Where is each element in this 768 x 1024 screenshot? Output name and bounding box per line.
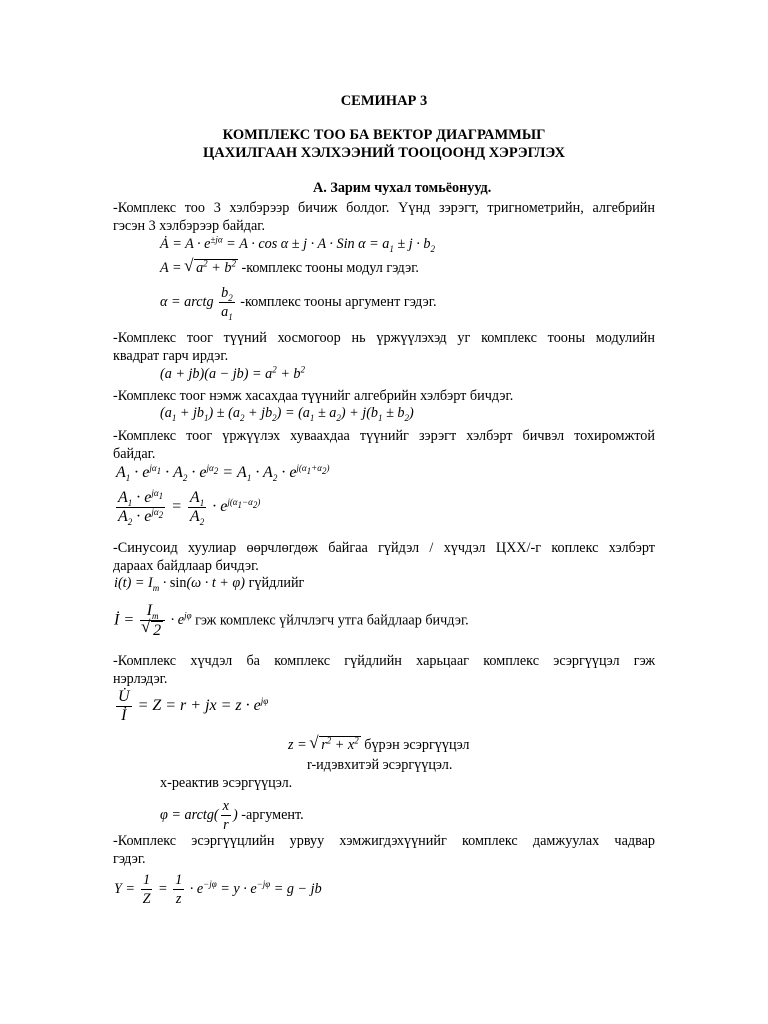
- para2-line1: -Комплекс тоог түүний хосмогоор нь үржүүлэхэд уг комплекс тооны модулийн: [113, 330, 655, 346]
- admittance-formula: Y = $\frac{1}{Z}$ = $\frac{1}{z}$ · $e^{-j\varphi} = y \cdot e^{-j\varphi} = g$ − jb: [114, 872, 322, 907]
- effective-caption: гэж комплекс үйлчлэгч утга байдлаар бичдэг.: [195, 612, 469, 629]
- para2-line2: квадрат гарч ирдэг.: [113, 348, 229, 364]
- phase-argument-caption: -аргумент.: [241, 806, 304, 823]
- impedance-formula: $\frac{U̇}{İ}$ = Z = r + jx = $z \cdot e^{j\varphi}$: [118, 688, 269, 724]
- para5-line2: дараах байдлаар бичдэг.: [113, 558, 259, 574]
- addition-formula: $(a_1 + jb_1) \pm (a_2 + jb_2) = (a_1 \pm a_2) + j(b_1 \pm b_2)$: [160, 405, 414, 423]
- current-caption: гүйдлийг: [248, 575, 305, 591]
- modulus-caption: -комплекс тооны модул гэдэг.: [241, 260, 419, 276]
- heading-line-2: ЦАХИЛГААН ХЭЛХЭЭНИЙ ТООЦООНД ХЭРЭГЛЭХ: [203, 145, 565, 161]
- section-a-heading: А. Зарим чухал томьёонууд.: [313, 180, 492, 196]
- multiplication-formula: $A_1 \cdot e^{j\alpha_1} \cdot A_2 \cdot e^{j\alpha_2} = A_1 \cdot A_2 \cdot e^{j(\alpha_1+\alpha_2)}$: [116, 462, 330, 484]
- argument-caption: -комплекс тооны аргумент гэдэг.: [240, 293, 437, 310]
- full-impedance-formula: z = √ $r^2 + x^2$ бүрэн эсэргүүцэл: [288, 736, 470, 754]
- para4-line2: байдаг.: [113, 446, 156, 462]
- para6-line1: -Комплекс хүчдэл ба комплекс гүйдлийн харьцааг комплекс эсэргүүцэл гэж: [113, 653, 655, 669]
- para3: -Комплекс тоог нэмж хасахдаа түүнийг алгебрийн хэлбэрт бичдэг.: [113, 388, 514, 404]
- full-impedance-caption: бүрэн эсэргүүцэл: [364, 737, 470, 753]
- para7-line2: гэдэг.: [113, 851, 146, 867]
- heading-line-1: КОМПЛЕКС ТОО БА ВЕКТОР ДИАГРАММЫГ: [222, 127, 546, 143]
- para6-line2: нэрлэдэг.: [113, 671, 168, 687]
- effective-value-formula: İ = $I_m$ √ 2 · $e^{j\varphi}$ гэж комплекс үйлчлэгч утга байдлаар бичдэг.: [114, 602, 469, 640]
- modulus-formula: A = √ $a^2 + b^2$ -комплекс тооны модул гэдэг.: [160, 259, 419, 277]
- para1-line2: гэсэн 3 хэлбэрээр байдаг.: [113, 218, 266, 234]
- argument-formula: α = arctg $\frac{b_2}{a_1}$ -комплекс тооны аргумент гэдэг.: [160, 285, 437, 322]
- reactance-caption: x-реактив эсэргүүцэл.: [160, 775, 293, 791]
- para7-line1: -Комплекс эсэргүүцлийн урвуу хэмжигдэхүүнийг комплекс дамжуулах чадвар: [113, 833, 655, 849]
- resistance-caption: r-идэвхитэй эсэргүүцэл.: [307, 757, 453, 773]
- para5-line1: -Синусоид хуулиар өөрчлөгдөж байгаа гүйдэл / хүчдэл ЦХХ/-г коплекс хэлбэрт: [113, 540, 655, 556]
- complex-forms-formula: Ȧ = $A \cdot e^{\pm j\alpha} = A \cdot \cos \alpha \pm j \cdot A$ · Sin $\alpha = a_1 \pm j \cdot b_2$: [160, 234, 435, 254]
- division-formula: $\frac{A_1 \cdot e^{j\alpha_1}}{A_2 \cdot e^{j\alpha_2}}$ = $\frac{A_1}{A_2}$ · $e^{j(\alpha_1-\alpha_2)}$: [118, 487, 261, 528]
- para1-line1: -Комплекс тоо 3 хэлбэрээр бичиж болдог. Үүнд зэрэгт, тригнометрийн, алгебрийн: [113, 200, 655, 216]
- current-formula: $i(t) = I_m \cdot \sin(\omega \cdot t + \varphi)$ гүйдлийг: [114, 575, 305, 593]
- conjugate-formula: $(a + jb)(a - jb) = a^2 + b^2$: [160, 364, 306, 382]
- seminar-title: СЕМИНАР 3: [340, 93, 428, 109]
- phase-argument-formula: φ = arctg( $\frac{x}{r}$ ) -аргумент.: [160, 798, 304, 833]
- para4-line1: -Комплекс тоог үржүүлэх хуваахдаа түүнийг зэрэгт хэлбэрт бичвэл тохиромжтой: [113, 428, 655, 444]
